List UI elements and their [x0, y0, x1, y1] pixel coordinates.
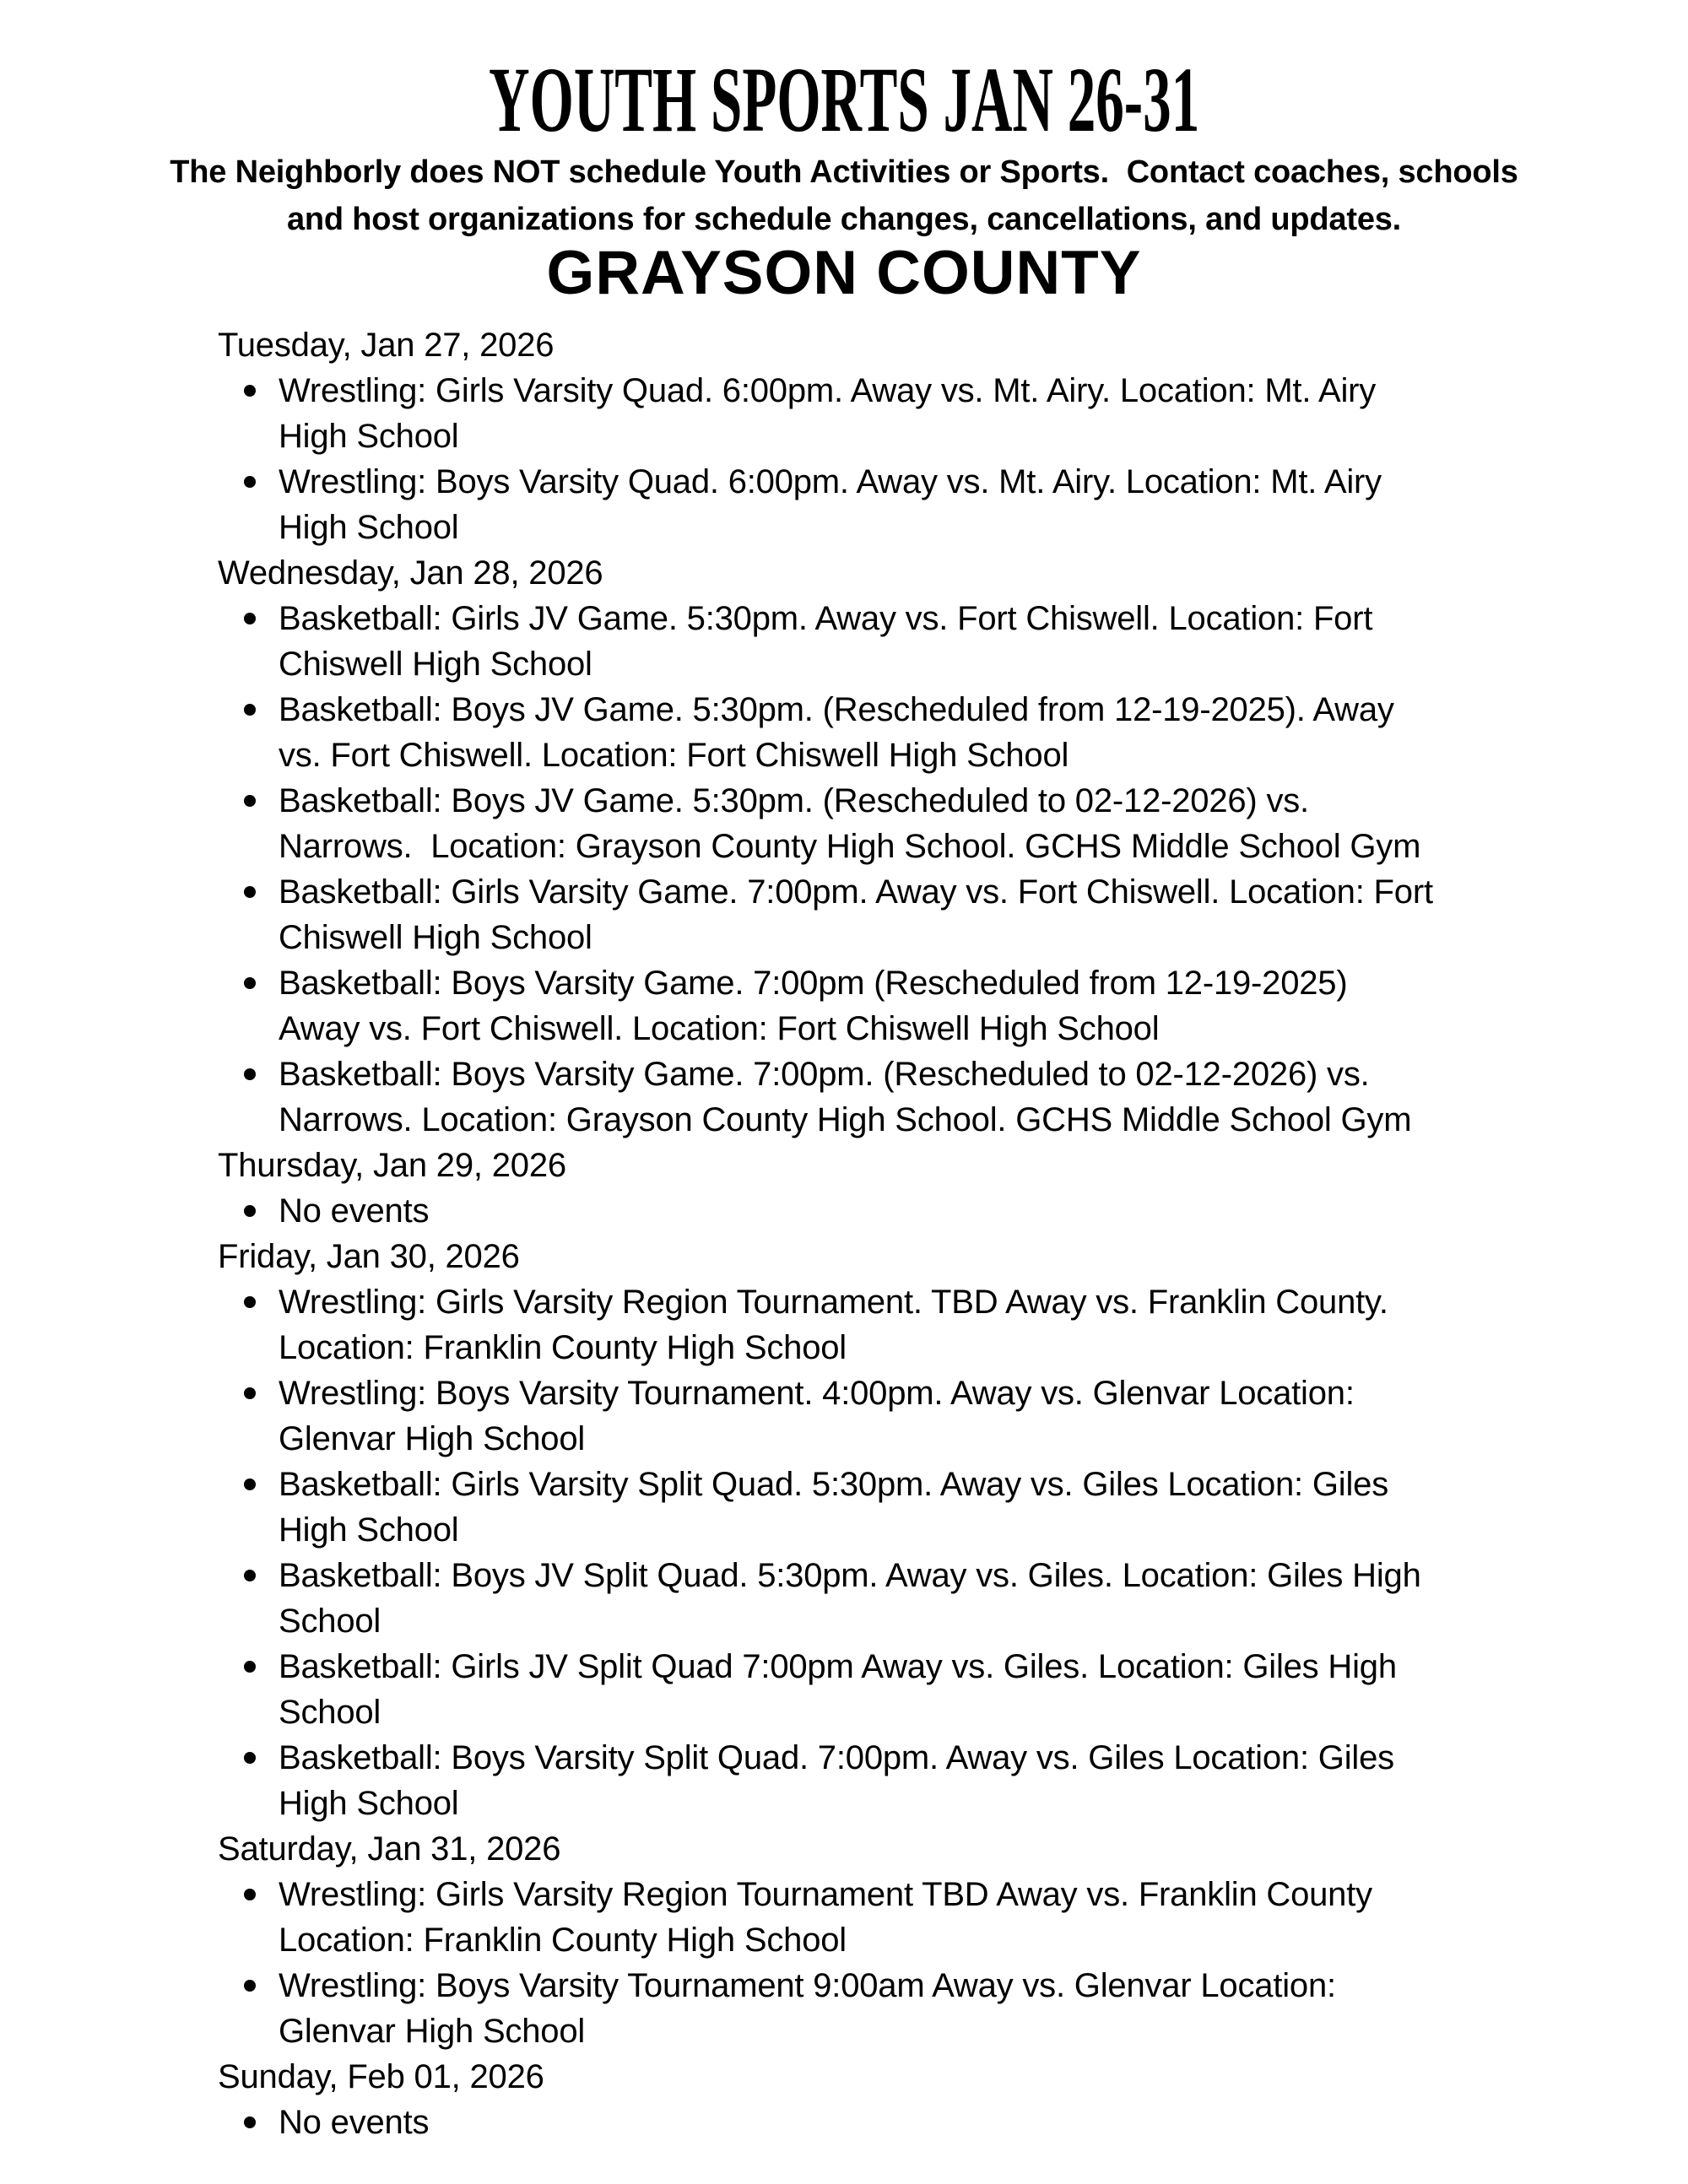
event-item [279, 1553, 1433, 1644]
event-item [279, 1872, 1433, 1963]
bullet-icon [244, 1296, 256, 1308]
event-text: Wrestling: Boys Varsity Tournament 9:00am Away vs. Glenvar Location: Glenvar High School [279, 1967, 1345, 2050]
event-text: Wrestling: Boys Varsity Quad. 6:00pm. Away vs. Mt. Airy. Location: Mt. Airy High School [279, 463, 1391, 546]
bullet-icon [244, 1387, 256, 1399]
page-title: YOUTH SPORTS JAN 26-31 [488, 48, 1200, 151]
day-section [218, 1826, 1494, 2054]
event-item [279, 869, 1442, 960]
event-text: Wrestling: Girls Varsity Region Tournament. TBD Away vs. Franklin County. Location: Franklin County High School [279, 1284, 1398, 1366]
event-list [218, 596, 1442, 1143]
event-text: Basketball: Boys Varsity Game. 7:00pm (Rescheduled from 12-19-2025) Away vs. Fort Chiswell. Location: Fort Chiswell High School [279, 965, 1355, 1047]
event-item [279, 1735, 1433, 1826]
bullet-icon [244, 1889, 256, 1900]
bullet-icon [244, 1752, 256, 1764]
event-text: Basketball: Boys Varsity Game. 7:00pm. (Rescheduled to 02-12-2026) vs. Narrows. Location: Grayson County High School. GCHS Middle School Gym [279, 1056, 1412, 1138]
event-list [218, 1279, 1433, 1826]
event-text: Wrestling: Boys Varsity Tournament. 4:00pm. Away vs. Glenvar Location: Glenvar High School [279, 1375, 1364, 1457]
header [0, 0, 1688, 307]
bullet-icon [244, 795, 256, 807]
bullet-icon [244, 476, 256, 488]
event-text: Basketball: Girls Varsity Split Quad. 5:30pm. Away vs. Giles Location: Giles High School [279, 1466, 1398, 1549]
event-item [279, 368, 1433, 459]
event-text: No events [279, 1192, 430, 1230]
day-section [218, 2054, 1494, 2145]
day-heading: Saturday, Jan 31, 2026 [218, 1830, 561, 1868]
event-text: Basketball: Girls JV Game. 5:30pm. Away vs. Fort Chiswell. Location: Fort Chiswell High School [279, 600, 1382, 683]
event-text: Wrestling: Girls Varsity Quad. 6:00pm. Away vs. Mt. Airy. Location: Mt. Airy High School [279, 372, 1385, 455]
event-item [279, 687, 1433, 778]
event-list [218, 368, 1433, 550]
event-item [279, 1462, 1433, 1553]
bullet-icon [244, 1570, 256, 1581]
day-heading: Friday, Jan 30, 2026 [218, 1238, 520, 1275]
event-text: Basketball: Boys JV Game. 5:30pm. (Rescheduled to 02-12-2026) vs. Narrows. Location: Grayson County High School. GCHS Middle School Gym [279, 782, 1421, 865]
event-text: No events [279, 2104, 430, 2141]
event-item [279, 1188, 1433, 1234]
day-section [218, 1143, 1494, 1234]
event-item [279, 960, 1433, 1051]
event-item [279, 1051, 1433, 1143]
event-item [279, 778, 1433, 869]
day-section [218, 322, 1494, 550]
bullet-icon [244, 1479, 256, 1490]
event-item [279, 1370, 1433, 1462]
disclaimer-text: The Neighborly does NOT schedule Youth Activities or Sports. Contact coaches, schools and host organizations for schedule changes, cancellations, and updates. [170, 154, 1528, 237]
event-item [279, 1644, 1433, 1735]
event-text: Basketball: Boys Varsity Split Quad. 7:00pm. Away vs. Giles Location: Giles High School [279, 1739, 1404, 1822]
event-list [218, 1872, 1433, 2054]
bullet-icon [244, 385, 256, 397]
day-heading: Thursday, Jan 29, 2026 [218, 1147, 566, 1184]
bullet-icon [244, 977, 256, 989]
event-text: Basketball: Girls JV Split Quad 7:00pm Away vs. Giles. Location: Giles High School [279, 1648, 1406, 1731]
event-item [279, 1963, 1433, 2054]
event-text: Basketball: Boys JV Split Quad. 5:30pm. Away vs. Giles. Location: Giles High School [279, 1557, 1431, 1640]
county-heading: GRAYSON COUNTY [546, 239, 1142, 307]
event-item [279, 459, 1433, 550]
bullet-icon [244, 613, 256, 624]
event-list [218, 2100, 1433, 2145]
bullet-icon [244, 1980, 256, 1992]
day-heading: Tuesday, Jan 27, 2026 [218, 327, 555, 364]
event-text: Basketball: Girls Varsity Game. 7:00pm. Away vs. Fort Chiswell. Location: Fort Chiswell High School [279, 873, 1442, 956]
event-text: Basketball: Boys JV Game. 5:30pm. (Rescheduled from 12-19-2025). Away vs. Fort Chiswell. Location: Fort Chiswell High School [279, 691, 1404, 774]
schedule-section [218, 322, 1494, 2145]
bullet-icon [244, 1205, 256, 1217]
bullet-icon [244, 1661, 256, 1673]
day-heading: Sunday, Feb 01, 2026 [218, 2058, 544, 2095]
event-list [218, 1188, 1433, 1234]
bullet-icon [244, 704, 256, 716]
day-section [218, 1234, 1494, 1826]
event-text: Wrestling: Girls Varsity Region Tournament TBD Away vs. Franklin County Location: Franklin County High School [279, 1876, 1382, 1959]
day-section [218, 550, 1494, 1143]
bullet-icon [244, 886, 256, 898]
event-item [279, 2100, 1433, 2145]
day-heading: Wednesday, Jan 28, 2026 [218, 554, 603, 592]
event-item [279, 596, 1433, 687]
event-item [279, 1279, 1433, 1370]
bullet-icon [244, 2116, 256, 2128]
bullet-icon [244, 1068, 256, 1080]
